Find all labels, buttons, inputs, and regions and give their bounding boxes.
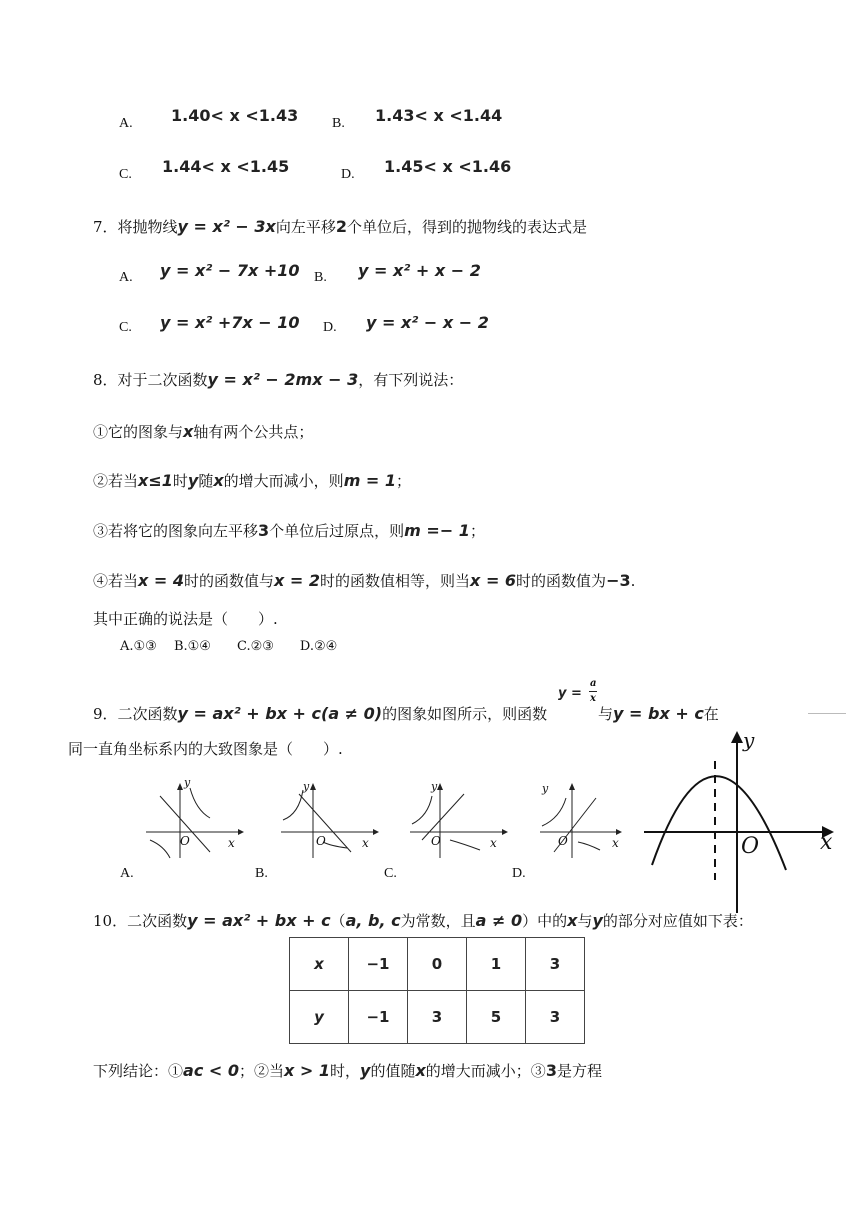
q7-option-d-expr: y = x² − x − 2 — [366, 313, 489, 332]
q9-graph-d-o: O — [558, 834, 568, 848]
q7-mid: 向左平移 — [275, 218, 336, 236]
q9-expr2: y = bx + c — [613, 704, 704, 723]
q8-s4-text-d: 时的函数值为 — [516, 572, 607, 590]
q10-expr: y = ax² + bx + c — [187, 911, 331, 930]
q10-cond: a ≠ 0 — [475, 911, 523, 930]
q8-s4-x3: x = 6 — [470, 571, 517, 590]
q10-and: 与 — [577, 912, 593, 930]
q8-s4-text-b: 时的函数值与 — [184, 572, 275, 590]
q10-conc-e: 的增大而减小；③ — [425, 1062, 546, 1080]
q7-option-b-label: B. — [314, 270, 327, 285]
q8-s3-n: 3 — [258, 521, 270, 540]
q9-line2: 同一直角坐标系内的大致图象是（ ）. — [68, 740, 343, 758]
q10-mid: 为常数，且 — [400, 912, 476, 930]
q10-x: x — [567, 911, 578, 930]
q8-statement-3 — [93, 520, 485, 541]
q7-option-c-label: C. — [119, 320, 132, 335]
q9-stray-line — [808, 713, 846, 714]
q8-stem — [93, 369, 463, 390]
q9-label-c: C. — [384, 866, 397, 881]
q8-s2-cond: x≤1 — [138, 471, 173, 490]
q8-statement-1 — [93, 421, 313, 442]
q10-conc-ac: ac < 0 — [183, 1061, 239, 1080]
q10-conc-3: 3 — [545, 1061, 557, 1080]
q8-s1-x: x — [183, 422, 194, 441]
q8-s4-x2: x = 2 — [274, 571, 321, 590]
table-header-x: x — [290, 938, 349, 991]
q9-main-y-label: y — [743, 728, 755, 752]
q10-number: 10．二次函数 — [93, 912, 188, 930]
q10-tail-a: ）中的 — [522, 912, 568, 930]
q7-option-b-expr: y = x² + x − 2 — [358, 261, 481, 280]
q10-conc-cond: x > 1 — [284, 1061, 330, 1080]
q7-option-a-label: A. — [119, 270, 133, 285]
table-cell: 5 — [467, 991, 526, 1044]
q9-main-x-label: x — [820, 830, 833, 855]
q8-s3-text-b: 个单位后过原点，则 — [269, 522, 405, 540]
table-cell: −1 — [349, 991, 408, 1044]
q10-paren: （ — [330, 912, 346, 930]
q9-graph-c — [404, 780, 514, 860]
q10-stem — [93, 910, 753, 931]
q8-s4-text-a: ④若当 — [93, 572, 139, 590]
q7-number: 7．将抛物线 — [93, 218, 178, 236]
q10-conclusions — [93, 1060, 602, 1081]
q9-label-a: A. — [120, 866, 134, 881]
table-row — [290, 991, 585, 1044]
q9-stem-b — [598, 703, 719, 724]
q7-option-d-label: D. — [323, 320, 337, 335]
q8-s1-text-a: ①它的图象与 — [93, 423, 184, 441]
q10-y: y — [592, 911, 603, 930]
table-header-y: y — [290, 991, 349, 1044]
q9-and: 与 — [598, 705, 614, 723]
q7-option-a-expr: y = x² − 7x +10 — [160, 261, 300, 280]
q8-statement-2 — [93, 470, 411, 491]
table-cell: 0 — [408, 938, 467, 991]
q9-frac-bar — [589, 691, 597, 692]
q8-s4-value: −3 — [606, 571, 631, 590]
q8-s2-text-a: ②若当 — [93, 472, 139, 490]
table-cell: −1 — [349, 938, 408, 991]
q8-s2-x: x — [213, 471, 224, 490]
q10-conc-x: x — [415, 1061, 426, 1080]
q6-option-b-label: B. — [332, 116, 345, 131]
q9-graph-d-x: x — [612, 836, 619, 850]
q6-option-a-label: A. — [119, 116, 133, 131]
q7-tail: 个单位后，得到的抛物线的表达式是 — [347, 218, 588, 236]
q8-options: A.①③ B.①④ C.②③ D.②④ — [120, 639, 338, 654]
q8-expr: y = x² − 2mx − 3 — [207, 370, 359, 389]
q8-s3-text-e: ； — [469, 522, 485, 540]
q6-option-c-expr: 1.44< x <1.45 — [162, 157, 290, 176]
q8-number: 8．对于二次函数 — [93, 371, 208, 389]
q9-graph-c-y: y — [431, 780, 438, 793]
q8-s4-x1: x = 4 — [138, 571, 185, 590]
q6-option-c-label: C. — [119, 167, 132, 182]
q9-graph-d — [536, 780, 646, 860]
table-cell: 3 — [408, 991, 467, 1044]
q9-label-b: B. — [255, 866, 268, 881]
q10-tail-b: 的部分对应值如下表： — [602, 912, 753, 930]
q8-question: 其中正确的说法是（ ）. — [93, 610, 278, 628]
q6-option-d-expr: 1.45< x <1.46 — [384, 157, 512, 176]
q9-frac-num: a — [590, 678, 597, 689]
q10-conc-y: y — [360, 1061, 371, 1080]
q9-tail: 在 — [703, 705, 719, 723]
table-cell: 3 — [526, 991, 585, 1044]
q8-s2-text-e: ； — [396, 472, 412, 490]
q9-graph-c-x: x — [490, 836, 497, 850]
q10-conc-a: 下列结论：① — [93, 1062, 184, 1080]
q9-number: 9．二次函数 — [93, 705, 178, 723]
q8-s4-text-e: . — [630, 572, 636, 590]
q9-graph-c-o: O — [431, 834, 441, 848]
q9-expr: y = ax² + bx + c(a ≠ 0) — [177, 704, 383, 723]
q7-expr: y = x² − 3x — [177, 217, 276, 236]
q9-graph-a-y: y — [184, 776, 191, 789]
q8-s2-m: m = 1 — [343, 471, 397, 490]
q8-s2-text-b: 时 — [172, 472, 188, 490]
q8-s3-text-a: ③若将它的图象向左平移 — [93, 522, 259, 540]
q8-s2-y: y — [187, 471, 199, 490]
q8-s1-text-b: 轴有两个公共点； — [193, 423, 314, 441]
q10-conc-f: 是方程 — [556, 1062, 602, 1080]
q8-s3-m: m =− 1 — [404, 521, 470, 540]
q9-frac-den: x — [590, 693, 596, 704]
q9-mid: 的图象如图所示，则函数 — [382, 705, 548, 723]
q10-conc-b: ；②当 — [238, 1062, 284, 1080]
q8-s2-text-c: 随 — [198, 472, 214, 490]
q8-s2-text-d: 的增大而减小，则 — [223, 472, 344, 490]
q6-option-b-expr: 1.43< x <1.44 — [375, 106, 503, 125]
table-cell: 1 — [467, 938, 526, 991]
q10-conc-c: 时， — [330, 1062, 361, 1080]
q7-shift: 2 — [335, 217, 348, 236]
q9-stem — [93, 703, 547, 724]
q9-label-d: D. — [512, 866, 526, 881]
q9-graph-d-y: y — [542, 782, 549, 795]
table-row — [290, 938, 585, 991]
q7-option-c-expr: y = x² +7x − 10 — [160, 313, 300, 332]
q6-option-a-expr: 1.40< x <1.43 — [171, 106, 299, 125]
q7-stem — [93, 216, 587, 237]
q9-graph-a-o: O — [180, 834, 190, 848]
q9-graph-b-x: x — [362, 836, 369, 850]
q8-tail: ，有下列说法： — [358, 371, 464, 389]
table-cell: 3 — [526, 938, 585, 991]
q10-value-table — [289, 937, 585, 1044]
q9-graph-a-x: x — [228, 836, 235, 850]
q8-s4-text-c: 时的函数值相等，则当 — [320, 572, 471, 590]
q10-conc-d: 的值随 — [370, 1062, 416, 1080]
q9-main-origin: O — [741, 834, 760, 859]
q9-graph-b-o: O — [316, 834, 326, 848]
q8-statement-4 — [93, 570, 635, 591]
q10-consts: a, b, c — [345, 911, 401, 930]
q6-option-d-label: D. — [341, 167, 355, 182]
q9-graph-b-y: y — [303, 780, 310, 793]
q9-main-graph — [640, 725, 840, 915]
q9-frac-y: y = — [558, 686, 582, 701]
